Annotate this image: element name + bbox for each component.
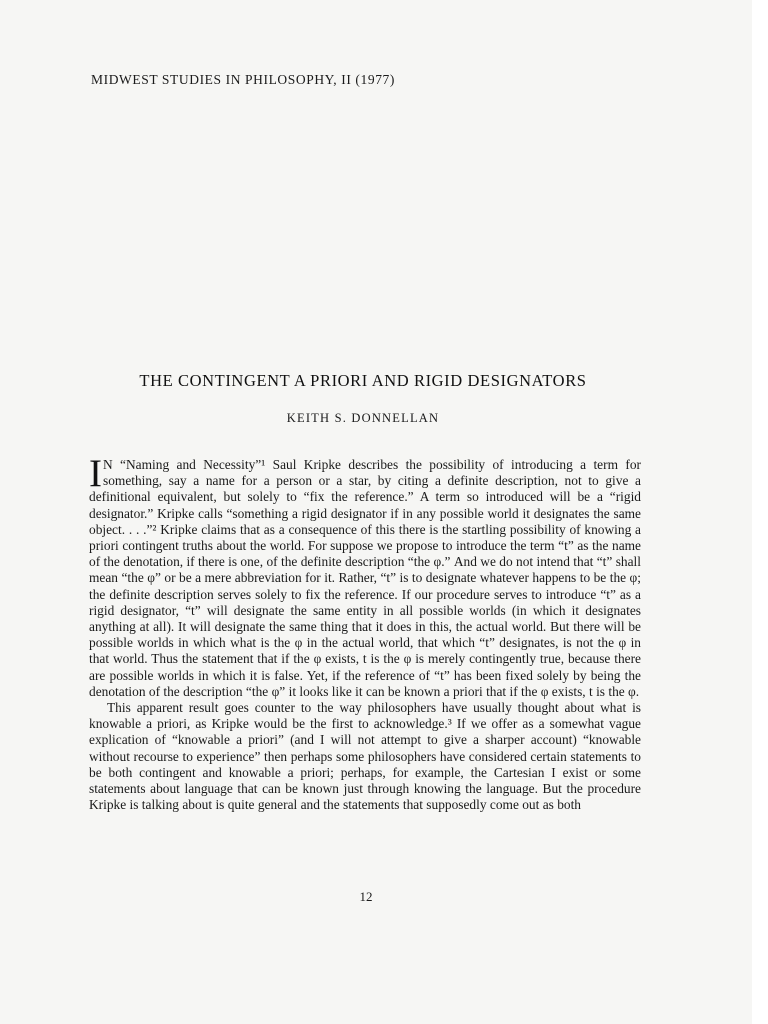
paragraph-1 <box>89 452 641 700</box>
paragraph-2: This apparent result goes counter to the way philosophers have usually thought about what is knowable a priori, as Kripke would be the first to acknowledge.³ If we offer as a somewhat vague explication of “knowable a priori” (and I will not attempt to give a sharper account) “knowable without recourse to experience” then perhaps some philosophers have considered certain statements to be both contingent and knowable a priori; perhaps, for example, the Cartesian I exist or some statements about language that can be known just through knowing the language. But the procedure Kripke is talking about is quite general and the statements that supposedly come out as both <box>89 700 641 813</box>
page-margin <box>752 0 768 1024</box>
article-body <box>89 452 641 813</box>
article-title: THE CONTINGENT A PRIORI AND RIGID DESIGNATORS <box>139 371 587 390</box>
article-author: KEITH S. DONNELLAN <box>286 411 440 425</box>
paragraph-1-text: N “Naming and Necessity”¹ Saul Kripke describes the possibility of introducing a term for something, say a name for a person or a star, by citing a definite description, not to give a definitional equivalent, but solely to “fix the reference.” A term so introduced will be a “rigid designator.” Kripke calls “something a rigid designator if in any possible world it designates the same object. . . .”² Kripke claims that as a consequence of this there is the startling possibility of knowing a priori contingent truths about the world. For suppose we propose to introduce the term “t” as the name of the denotation, if there is one, of the definite description “the φ.” And we do not intend that “t” shall mean “the φ” or be a mere abbreviation for it. Rather, “t” is to designate whatever happens to be the φ; the definite description serves solely to fix the reference. If our procedure serves to introduce “t” as a rigid designator, “t” will designate the same entity in all possible worlds (in which it designates anything at all). It will designate the same thing that it does in this, the actual world. But there will be possible worlds in which what is the φ in the actual world, that which “t” designates, is not the φ in that world. Thus the statement that if the φ exists, t is the φ is merely contingently true, because there are possible worlds in which it is false. Yet, if the reference of “t” has been fixed solely by being the denotation of the description “the φ” it looks like it can be known a priori that if the φ exists, t is the φ. <box>89 457 641 699</box>
journal-header: MIDWEST STUDIES IN PHILOSOPHY, II (1977) <box>91 72 395 87</box>
page-number: 12 <box>359 889 373 904</box>
drop-cap: I <box>89 452 102 495</box>
